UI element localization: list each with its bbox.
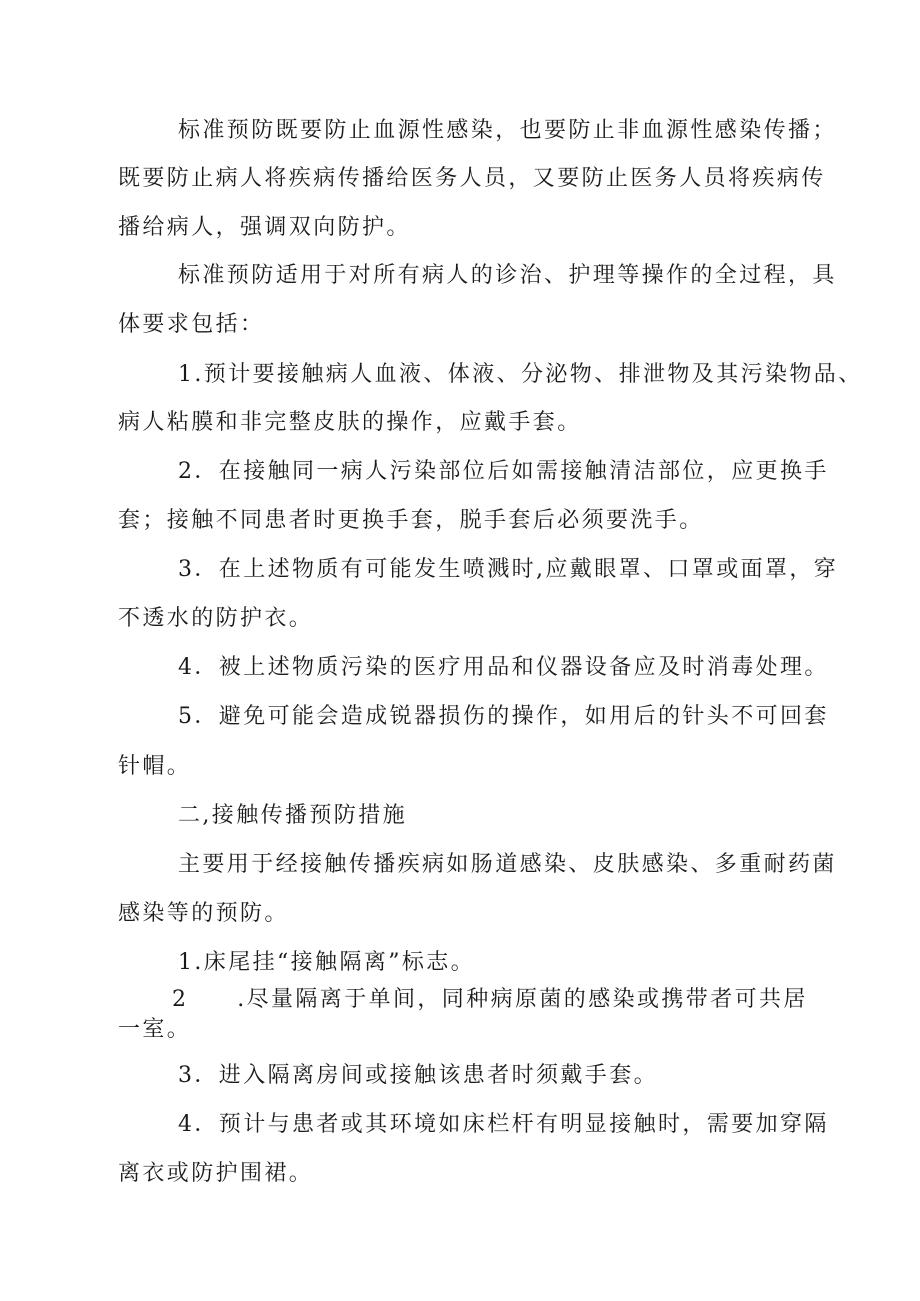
paragraph-line: 体要求包括：	[118, 312, 265, 337]
list-item-line: 2 .尽量隔离于单间，同种病原菌的感染或携带者可共居	[172, 987, 808, 1012]
section-heading: 二,接触传播预防措施	[178, 803, 407, 828]
paragraph-line: 感染等的预防。	[118, 901, 289, 926]
list-item-line: 病人粘膜和非完整皮肤的操作，应戴手套。	[118, 410, 582, 435]
list-item-line: 3．在上述物质有可能发生喷溅时,应戴眼罩、口罩或面罩，穿	[178, 557, 839, 582]
paragraph-line: 主要用于经接触传播疾病如肠道感染、皮肤感染、多重耐药菌	[178, 852, 837, 877]
paragraph-line: 播给病人，强调双向防护。	[118, 215, 411, 240]
paragraph-line: 既要防止病人将疾病传播给医务人员，又要防止医务人员将疾病传	[118, 166, 826, 191]
list-item-line: 1.预计要接触病人血液、体液、分泌物、排泄物及其污染物品、	[178, 362, 863, 387]
list-item-line: 4．预计与患者或其环境如床栏杆有明显接触时，需要加穿隔	[178, 1112, 829, 1137]
list-item-line: 套；接触不同患者时更换手套，脱手套后必须要洗手。	[118, 508, 704, 533]
list-item-line: 离衣或防护围裙。	[118, 1161, 314, 1186]
list-item-line: 针帽。	[118, 754, 192, 779]
paragraph-line: 标准预防适用于对所有病人的诊治、护理等操作的全过程，具	[178, 263, 837, 288]
list-item-line: 1.床尾挂“接触隔离”标志。	[178, 950, 476, 975]
list-item-line: 一室。	[118, 1017, 192, 1042]
list-item-line: 5．避免可能会造成锐器损伤的操作，如用后的针头不可回套	[178, 704, 829, 729]
paragraph-line: 标准预防既要防止血源性感染，也要防止非血源性感染传播；	[178, 118, 837, 143]
list-item-line: 不透水的防护衣。	[118, 606, 314, 631]
list-item-line: 2．在接触同一病人污染部位后如需接触清洁部位，应更换手	[178, 459, 829, 484]
list-item-line: 4．被上述物质污染的医疗用品和仪器设备应及时消毒处理。	[178, 655, 829, 680]
list-item-line: 3．进入隔离房间或接触该患者时须戴手套。	[178, 1063, 658, 1088]
